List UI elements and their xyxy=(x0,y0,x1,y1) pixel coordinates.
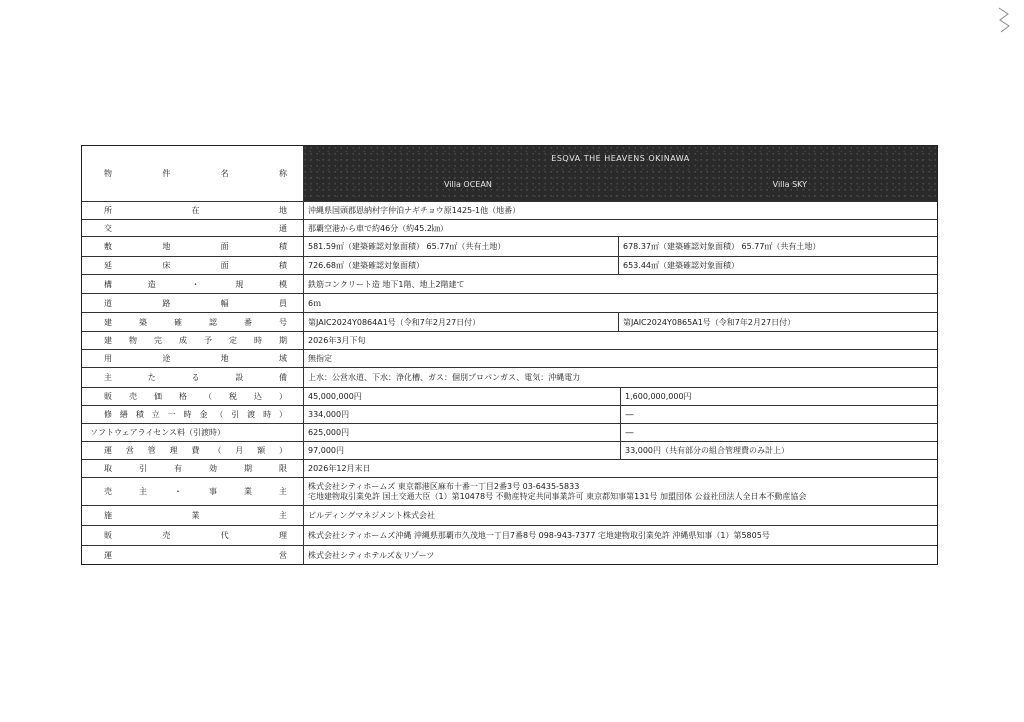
label-char: 引 xyxy=(139,464,147,473)
reserve-ocean: 334,000円 xyxy=(304,406,621,423)
villa-sky-name: Villa SKY xyxy=(772,180,807,189)
label-char: 引 xyxy=(231,410,240,419)
label-char: 取 xyxy=(104,464,112,473)
location-value: 沖縄県国頭郡恩納村字仲泊ナギチョウ原1425-1他（地番） xyxy=(308,206,521,215)
label-char: 業 xyxy=(244,487,252,496)
label-char: 所 xyxy=(104,206,112,215)
label-char: 認 xyxy=(209,317,217,327)
label-char: 繕 xyxy=(119,410,128,419)
row-software xyxy=(82,423,937,441)
label-char: 物 xyxy=(104,169,112,178)
software-sky: — xyxy=(625,427,634,438)
label-char: 積 xyxy=(135,410,144,419)
label-char: 時 xyxy=(254,336,262,345)
label-char: 員 xyxy=(278,298,287,308)
label-char: 域 xyxy=(278,354,287,363)
label-char: 時 xyxy=(183,410,192,419)
label-char: 修 xyxy=(104,410,112,419)
label-char: 地 xyxy=(279,206,287,215)
label-char: 件 xyxy=(162,169,171,178)
property-summary-table xyxy=(81,145,938,565)
floor-area-values xyxy=(304,257,937,274)
row-completion xyxy=(82,331,937,349)
builder-value: ビルディングマネジメント株式会社 xyxy=(308,511,435,520)
label-char: 積 xyxy=(278,261,287,270)
label-char: 幅 xyxy=(220,298,229,308)
row-location xyxy=(82,201,937,219)
completion-value: 2026年3月下旬 xyxy=(308,336,366,345)
label-char: ・ xyxy=(191,279,200,289)
row-floor-area xyxy=(82,256,937,274)
project-title: ESQVA THE HEAVENS OKINAWA xyxy=(551,154,690,163)
label-char: 床 xyxy=(162,261,171,270)
label-char: た xyxy=(147,373,156,382)
price-values xyxy=(304,388,937,405)
label-transport xyxy=(82,220,304,236)
label-location xyxy=(82,202,304,219)
label-utilities xyxy=(82,368,304,387)
label-char: 期 xyxy=(279,336,287,345)
label-operator xyxy=(82,546,304,564)
label-software xyxy=(82,424,304,441)
label-char: 理 xyxy=(278,531,287,540)
mgmt-fee-sky: 33,000円（共有部分の組合管理費のみ計上） xyxy=(625,446,789,455)
reserve-sky: — xyxy=(625,409,634,420)
label-completion xyxy=(82,332,304,349)
label-char: ） xyxy=(279,446,287,455)
label-char: 込 xyxy=(254,392,262,401)
zoning-value: 無指定 xyxy=(308,354,332,363)
label-char: 築 xyxy=(139,317,147,327)
label-char: 月 xyxy=(235,446,244,455)
seller-line-2: 宅地建物取引業免許 国土交通大臣（1）第10478号 不動産特定共同事業許可 東京都知事第131号 加盟団体 公益社団法人全日本不動産協会 xyxy=(308,491,807,501)
label-char: 一 xyxy=(167,410,176,419)
valid-value: 2026年12月末日 xyxy=(308,464,371,473)
label-char: 建 xyxy=(104,317,112,327)
label-char: 在 xyxy=(191,206,200,215)
label-char: 確 xyxy=(174,317,182,327)
label-char: 路 xyxy=(162,298,171,308)
label-char: 敷 xyxy=(104,242,112,251)
permit-values xyxy=(304,313,937,331)
label-char: 模 xyxy=(279,279,287,289)
row-road-width xyxy=(82,293,937,312)
site-area-values xyxy=(304,237,937,256)
label-char: 構 xyxy=(104,279,112,289)
row-utilities xyxy=(82,367,937,387)
seller-line-1: 株式会社シティホームズ 東京都港区麻布十番一丁目2番3号 03-6435-5833 xyxy=(308,481,580,491)
label-char: 地 xyxy=(162,242,171,251)
row-operator xyxy=(82,545,937,564)
label-char: 成 xyxy=(179,336,187,345)
label-char: 売 xyxy=(104,487,112,496)
row-mgmt-fee xyxy=(82,441,937,459)
label-mgmt-fee xyxy=(82,442,304,459)
price-ocean: 45,000,000円 xyxy=(304,388,621,405)
label-char: 売 xyxy=(162,531,171,540)
label-char: 販 xyxy=(104,392,112,401)
label-char: 期 xyxy=(244,464,252,473)
label-char: 号 xyxy=(279,317,287,327)
label-char: 積 xyxy=(278,242,287,251)
label-agent xyxy=(82,526,304,545)
label-char: 主 xyxy=(104,373,112,382)
label-char: 予 xyxy=(204,336,212,345)
label-char: 運 xyxy=(104,550,112,560)
label-char: 金 xyxy=(199,410,208,419)
label-char: 額 xyxy=(257,446,266,455)
label-property-name xyxy=(82,146,304,201)
label-char: 称 xyxy=(278,169,287,178)
label-char: 完 xyxy=(154,336,162,345)
label-char: 主 xyxy=(139,487,147,496)
seller-value xyxy=(304,478,937,505)
row-zoning xyxy=(82,349,937,367)
label-char: 税 xyxy=(229,392,237,401)
permit-ocean: 第JAIC2024Y0864A1号（令和7年2月27日付） xyxy=(304,313,619,331)
structure-value: 鉄筋コンクリート造 地下1階、地上2階建て xyxy=(308,279,465,289)
reserve-values xyxy=(304,406,937,423)
label-price xyxy=(82,388,304,405)
label-char: 物 xyxy=(129,336,137,345)
label-char: 延 xyxy=(104,261,112,270)
label-char: 備 xyxy=(279,373,287,382)
label-reserve xyxy=(82,406,304,423)
label-char: 営 xyxy=(279,550,287,560)
label-char: る xyxy=(191,373,200,382)
mgmt-fee-values xyxy=(304,442,937,459)
agent-value: 株式会社シティホームズ沖縄 沖縄県那覇市久茂地一丁目7番8号 098-943-7377 宅地建物取引業免許 沖縄県知事（1）第5805号 xyxy=(308,531,770,540)
site-area-sky: 678.37㎡（建築確認対象面積） 65.77㎡（共有土地） xyxy=(623,242,821,251)
label-char: 代 xyxy=(220,531,229,540)
label-char: 営 xyxy=(125,446,134,455)
site-area-ocean: 581.59㎡（建築確認対象面積） 65.77㎡（共有土地） xyxy=(304,237,619,256)
label-char: 業 xyxy=(191,511,200,520)
label-char: 理 xyxy=(169,446,178,455)
label-char: （ xyxy=(213,446,222,455)
label-char: 価 xyxy=(154,392,162,401)
label-char: 用 xyxy=(104,354,112,363)
label-char: 運 xyxy=(104,446,112,455)
label-char: 造 xyxy=(147,279,156,289)
villa-ocean-name: Villa OCEAN xyxy=(444,180,492,189)
label-char: ソフトウェアライセンス料（引渡時） xyxy=(90,428,225,437)
label-char: 道 xyxy=(104,298,112,308)
label-char: 立 xyxy=(151,410,160,419)
label-seller xyxy=(82,478,304,505)
mgmt-fee-ocean: 97,000円 xyxy=(304,442,621,459)
floor-area-ocean: 726.68㎡（建築確認対象面積） xyxy=(304,257,619,274)
label-char: 主 xyxy=(279,511,287,520)
label-char: 管 xyxy=(147,446,156,455)
label-char: 効 xyxy=(209,464,217,473)
label-char: 面 xyxy=(220,242,229,251)
software-ocean: 625,000円 xyxy=(304,424,621,441)
row-seller xyxy=(82,477,937,505)
label-char: 建 xyxy=(104,336,112,345)
label-char: ） xyxy=(278,410,287,419)
label-zoning xyxy=(82,350,304,367)
label-char: 費 xyxy=(191,446,200,455)
software-values xyxy=(304,424,937,441)
label-char: 渡 xyxy=(247,410,256,419)
row-permit xyxy=(82,312,937,331)
label-char: （ xyxy=(215,410,224,419)
row-reserve xyxy=(82,405,937,423)
row-valid xyxy=(82,459,937,477)
label-road-width xyxy=(82,294,304,312)
label-char: 格 xyxy=(179,392,187,401)
label-char: 有 xyxy=(174,464,182,473)
label-char: 面 xyxy=(220,261,229,270)
label-char: 途 xyxy=(162,354,171,363)
row-site-area xyxy=(82,236,937,256)
row-price xyxy=(82,387,937,405)
permit-sky: 第JAIC2024Y0865A1号（令和7年2月27日付） xyxy=(623,317,796,327)
row-builder xyxy=(82,505,937,525)
label-char: ・ xyxy=(174,487,182,496)
price-sky: 1,600,000,000円 xyxy=(625,392,692,401)
label-char: 販 xyxy=(104,531,112,540)
label-char: 通 xyxy=(279,223,287,233)
label-char: 主 xyxy=(279,487,287,496)
label-floor-area xyxy=(82,257,304,274)
floor-area-sky: 653.44㎡（建築確認対象面積） xyxy=(623,261,739,270)
label-site-area xyxy=(82,237,304,256)
label-char: 限 xyxy=(279,464,287,473)
scan-artifact-icon xyxy=(996,6,1014,36)
label-char: 時 xyxy=(263,410,272,419)
label-valid xyxy=(82,460,304,477)
label-char: 設 xyxy=(235,373,244,382)
label-char: 番 xyxy=(244,317,252,327)
label-structure xyxy=(82,275,304,293)
property-name-banner xyxy=(304,146,937,201)
label-char: ） xyxy=(279,392,287,401)
row-property-name xyxy=(82,146,937,201)
row-structure xyxy=(82,274,937,293)
utilities-value: 上水：公営水道、下水：浄化槽、ガス：個別プロパンガス、電気：沖縄電力 xyxy=(308,373,581,382)
label-char: 定 xyxy=(229,336,237,345)
label-builder xyxy=(82,506,304,525)
label-char: 施 xyxy=(104,511,112,520)
label-char: 交 xyxy=(104,223,112,233)
label-char: 規 xyxy=(235,279,244,289)
road-width-value: 6ｍ xyxy=(308,298,322,308)
label-char: 地 xyxy=(220,354,229,363)
label-permit xyxy=(82,313,304,331)
label-char: （ xyxy=(204,392,212,401)
operator-value: 株式会社シティホテルズ＆リゾーツ xyxy=(308,550,435,560)
label-char: 事 xyxy=(209,487,217,496)
label-char: 売 xyxy=(129,392,137,401)
transport-value: 那覇空港から車で約46分（約45.2㎞） xyxy=(308,223,448,233)
label-char: 名 xyxy=(220,169,229,178)
row-agent xyxy=(82,525,937,545)
row-transport xyxy=(82,219,937,236)
